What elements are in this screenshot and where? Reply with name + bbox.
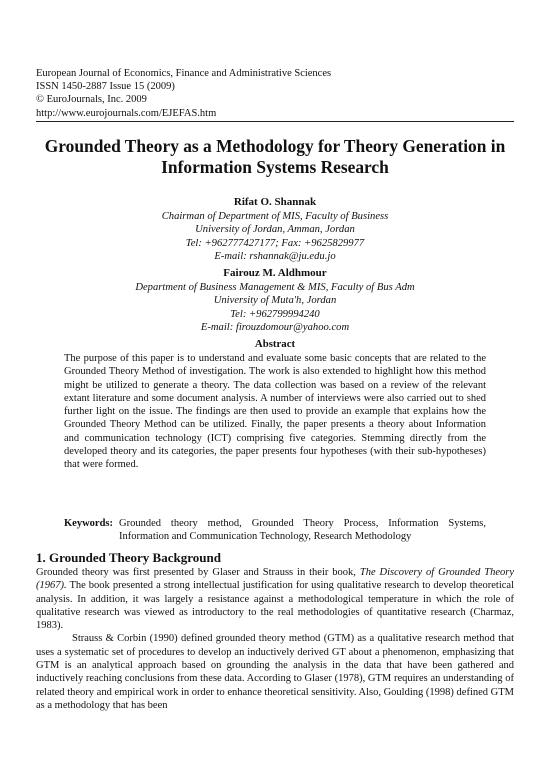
author-contact: Tel: +962777427177; Fax: +9625829977 — [185, 237, 365, 249]
header-rule — [36, 121, 514, 122]
journal-copyright: © EuroJournals, Inc. 2009 — [36, 94, 147, 106]
journal-header — [36, 67, 331, 120]
journal-issn: ISSN 1450-2887 Issue 15 (2009) — [36, 81, 175, 93]
journal-name: European Journal of Economics, Finance and Administrative Sciences — [36, 68, 332, 79]
author-affiliation: University of Muta'h, Jordan — [213, 295, 337, 307]
section-heading: 1. Grounded Theory Background — [36, 550, 221, 565]
paper-title — [36, 136, 514, 178]
paragraph — [36, 566, 514, 632]
author-contact: Tel: +962799994240 — [230, 308, 320, 320]
paper-title-line-1: Grounded Theory as a Methodology for Theory Generation in — [44, 136, 506, 156]
keywords — [64, 517, 486, 544]
section-body — [36, 566, 514, 712]
author-affiliation: University of Jordan, Amman, Jordan — [195, 224, 355, 236]
keywords-label: Keywords: — [64, 518, 113, 529]
author-email[interactable]: E-mail: rshannak@ju.edu.jo — [214, 250, 336, 262]
abstract-heading: Abstract — [254, 338, 296, 350]
book-title: The Discovery of Grounded Theory (1967). — [36, 567, 514, 592]
author-block-2 — [36, 267, 514, 334]
paragraph: Strauss & Corbin (1990) defined grounded theory method (GTM) as a qualitative research method that uses a systematic set of procedures to develop an inductively derived GT about a phenomenon, emphasizing that GTM is an analytical approach based on grounding the analysis in the data that have been gathered and inductively reaching conclusions from these data. According to Glaser (1978), GTM requires an understanding of related theory and empirical work in order to enhance theoretical sensitivity. Also, Goulding (1998) defined GTM as a methodology that has been — [36, 633, 514, 711]
author-affiliation: Chairman of Department of MIS, Faculty of Business — [161, 211, 389, 223]
paper-title-line-2: Information Systems Research — [161, 157, 389, 177]
author-email[interactable]: E-mail: firouzdomour@yahoo.com — [200, 321, 350, 333]
author-affiliation: Department of Business Management & MIS, Faculty of Bus Adm — [135, 282, 415, 294]
keywords-text: Grounded theory method, Grounded Theory Process, Information Systems, Information and Communication Technology, Research Methodology — [119, 518, 486, 543]
journal-url[interactable]: http://www.eurojournals.com/EJEFAS.htm — [36, 107, 217, 119]
author-name: Fairouz M. Aldhmour — [223, 267, 327, 279]
author-block-1 — [36, 196, 514, 263]
paragraph-text: Grounded theory was first presented by Glaser and Strauss in their book, — [36, 567, 360, 578]
author-name: Rifat O. Shannak — [233, 196, 317, 208]
paragraph-text: The book presented a strong intellectual justification for using qualitative research to develop theoretical analysis. In addition, it was largely a resistance against a methodological temperature in which the role of qualitative research was viewed as introductory to the real methodologies of quantitative research (Charmaz, 1983). — [36, 580, 514, 632]
abstract-text: The purpose of this paper is to understand and evaluate some basic concepts that are related to the Grounded Theory Method of investigation. The work is also extended to highlight how this method might be utilized to generate a theory. The data collection was based on a review of the relevant extant literature and some document analysis. A number of interviews were also carried out to shed further light on the issue. The findings are then used to provide an example that explains how the Grounded Theory Method can be utilized. Finally, the paper presents a theory about Information and communication technology (ICT) comprising five categories. Stemming directly from the developed theory and its categories, the paper presents four hypotheses (with their sub-hypotheses) that were formed. — [64, 353, 486, 471]
